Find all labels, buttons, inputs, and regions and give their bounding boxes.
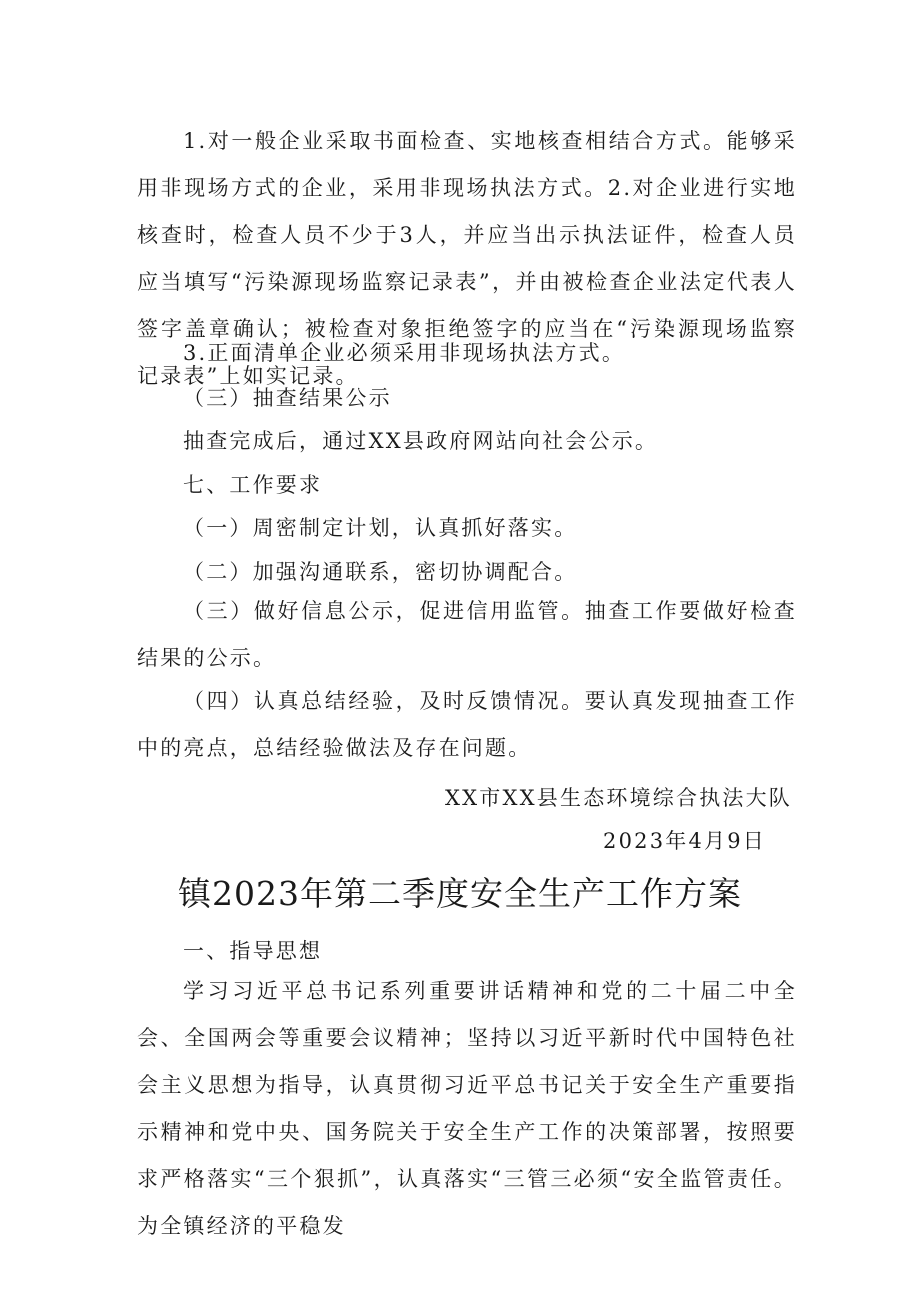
signature-organization: XX市XX县生态环境综合执法大队 [445, 786, 792, 810]
paragraph-items-1-2: 1.对一般企业采取书面检查、实地核查相结合方式。能够采用非现场方式的企业，采用非现场执法方式。2.对企业进行实地核查时，检查人员不少于3人，并应当出示执法证件，检查人员应当填写“污染源现场监察记录表”，并由被检查企业法定代表人签字盖章确认；被检查对象拒绝签字的应当在“污染源现场监察记录表”上如实记录。 [137, 129, 797, 388]
paragraph-publication: 抽查完成后，通过XX县政府网站向社会公示。 [183, 429, 659, 453]
paragraph-guiding-ideology: 学习习近平总书记系列重要讲话精神和党的二十届二中全会、全国两会等重要会议精神；坚持以习近平新时代中国特色社会主义思想为指导，认真贯彻习近平总书记关于安全生产重要指示精神和党中央、国务院关于安全生产工作的决策部署，按照要求严格落实“三个狠抓”，认真落实“三管三必须“安全监管责任。为全镇经济的平稳发 [137, 979, 797, 1238]
subheading-sampling-results: （三）抽查结果公示 [183, 386, 392, 410]
paragraph-item-3: 3.正面清单企业必须采用非现场执法方式。 [183, 341, 626, 365]
document-title: 镇2023年第二季度安全生产工作方案 [178, 874, 742, 913]
requirement-4: （四）认真总结经验，及时反馈情况。要认真发现抽查工作中的亮点，总结经验做法及存在问题。 [137, 689, 797, 760]
requirement-2: （二）加强沟通联系，密切协调配合。 [183, 560, 578, 584]
heading-guiding-ideology: 一、指导思想 [183, 939, 323, 963]
signature-date: 2023年4月9日 [603, 829, 766, 853]
requirement-1: （一）周密制定计划，认真抓好落实。 [183, 516, 578, 540]
requirement-3: （三）做好信息公示，促进信用监管。抽查工作要做好检查结果的公示。 [137, 599, 797, 670]
heading-work-requirements: 七、工作要求 [183, 473, 323, 497]
